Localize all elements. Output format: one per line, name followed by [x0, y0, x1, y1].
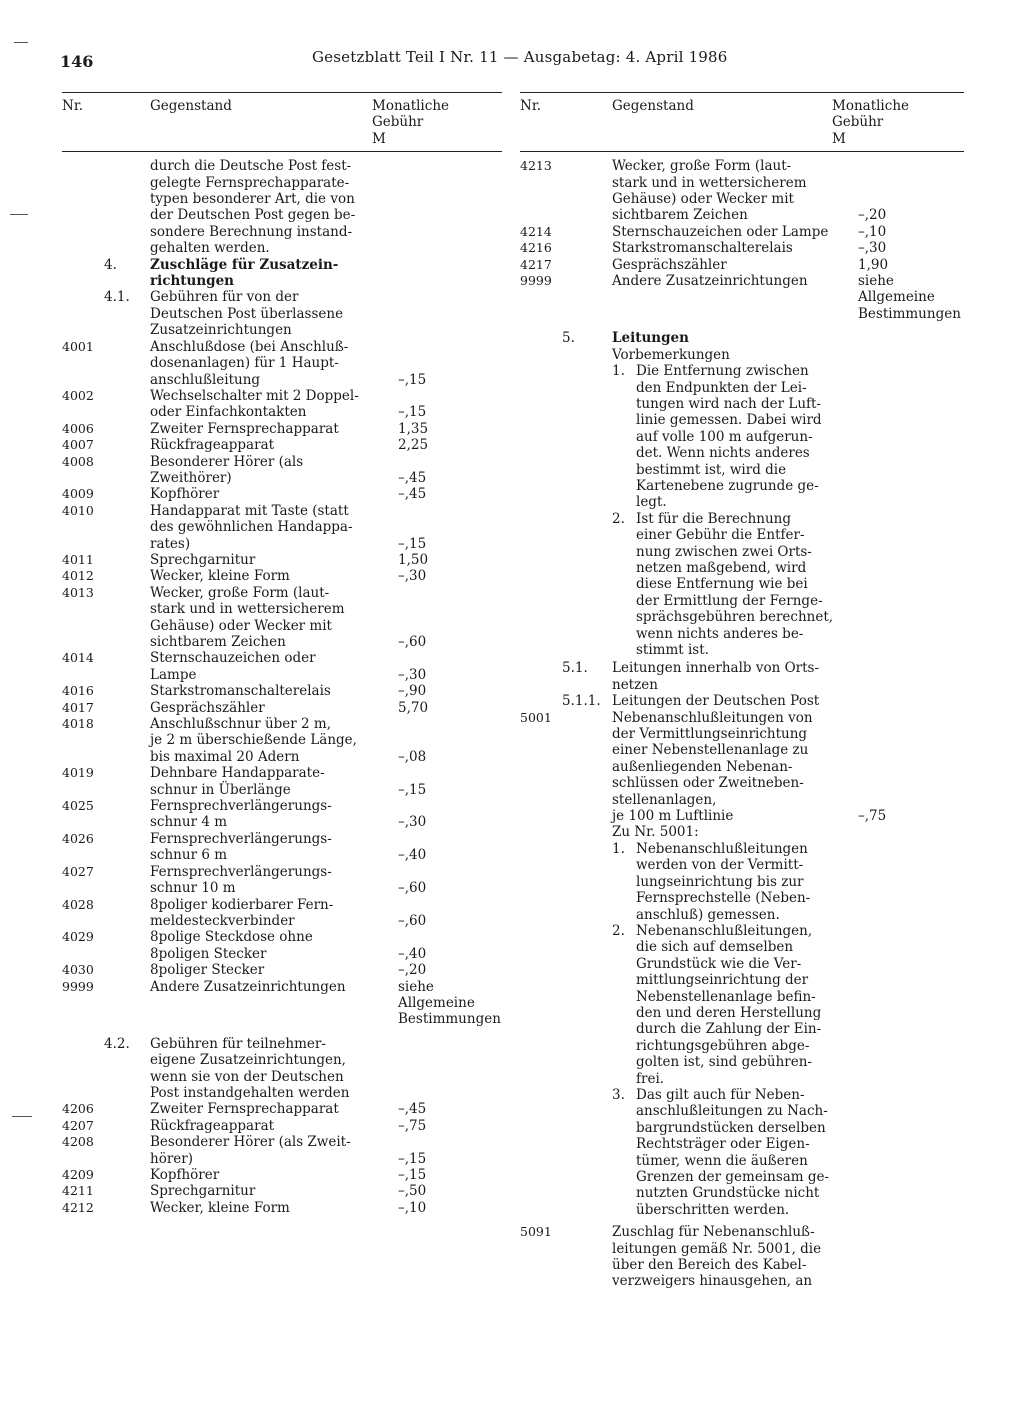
table-row: [62, 897, 502, 930]
note-item: [612, 923, 842, 1087]
monthly-fee: [832, 1224, 964, 1290]
table-row: [62, 765, 502, 798]
section-number: [104, 158, 150, 256]
section-number: [104, 486, 150, 502]
monthly-fee: –,30: [398, 814, 427, 831]
entry-number: 4026: [62, 830, 94, 846]
table-row: [62, 552, 502, 568]
entry-description: Besonderer Hörer (als Zweit- hörer): [150, 1134, 351, 1167]
section-number: [104, 979, 150, 1028]
scan-artifact: [12, 1116, 32, 1117]
table-row: [62, 585, 502, 651]
table-header: [520, 93, 964, 152]
entry-number: [62, 257, 104, 290]
monthly-fee: [832, 660, 964, 693]
entry-number: [520, 693, 562, 709]
entry-number: [520, 660, 562, 693]
entry-description: Zweiter Fernsprechapparat: [150, 420, 339, 437]
table-row: [62, 158, 502, 256]
entry-description: Wecker, kleine Form: [150, 568, 290, 585]
entry-number: 4017: [62, 699, 94, 715]
table-row: [62, 1200, 502, 1216]
entry-number: 4018: [62, 716, 94, 732]
entry-number: 4002: [62, 387, 94, 403]
section-number: [562, 240, 612, 256]
entry-description: Leitungen innerhalb von Orts- netzen: [612, 660, 820, 693]
entry-description: 8poliger Stecker: [150, 962, 265, 979]
section-number: [104, 339, 150, 388]
section-number: [104, 716, 150, 765]
section-number: [104, 503, 150, 552]
monthly-fee: –,30: [398, 568, 427, 585]
note-item: [612, 363, 842, 511]
monthly-fee: 1,50: [398, 551, 429, 568]
note-number: 3.: [612, 1086, 625, 1103]
section-number: [562, 224, 612, 240]
table-row: [62, 388, 502, 421]
entry-description: Gesprächszähler: [612, 256, 727, 273]
entry-description: 8polige Steckdose ohne 8poligen Stecker: [150, 929, 313, 962]
section-number: [104, 552, 150, 568]
section-number: [562, 710, 612, 825]
section-number: [562, 158, 612, 224]
section-number: [104, 798, 150, 831]
monthly-fee: [372, 289, 502, 338]
note-text: Die Entfernung zwischen den Endpunkten der Lei- tungen wird nach der Luft- linie gemessen. Dabei wird auf volle 100 m aufgerun- det. Wenn nichts anderes bestimmt ist, wird die Kartenebene zugrunde ge- legt.: [636, 363, 822, 511]
section-number: 5.1.1.: [562, 693, 601, 710]
entry-description: Fernsprechverlängerungs- schnur 10 m: [150, 863, 332, 897]
table-row: [520, 224, 964, 240]
monthly-fee: –,15: [398, 535, 427, 552]
entry-number: 4012: [62, 568, 94, 584]
monthly-fee: –,10: [858, 223, 887, 240]
table-row: [62, 1101, 502, 1117]
table-row: [62, 454, 502, 487]
section-number: [104, 437, 150, 453]
entry-number: [62, 1036, 104, 1102]
entry-number: 4013: [62, 584, 94, 600]
entry-description: Rückfrageapparat: [150, 437, 275, 454]
monthly-fee: –,75: [858, 808, 887, 825]
remarks-list: [612, 363, 842, 658]
entry-description: Leitungen der Deutschen Post: [612, 693, 820, 710]
entry-number: 4214: [520, 223, 552, 239]
table-row: [520, 257, 964, 273]
header-gebuehr: Monatliche Gebühr M: [372, 98, 449, 147]
table-header: [62, 93, 502, 152]
section-number: 5.: [562, 330, 575, 347]
section-number: [562, 1224, 612, 1290]
entry-number: 4027: [62, 863, 94, 879]
entry-number: 4016: [62, 683, 94, 699]
monthly-fee: [832, 330, 964, 346]
monthly-fee: –,20: [398, 962, 427, 979]
right-table-body-5-1: [520, 658, 964, 824]
entry-number: 4011: [62, 551, 94, 567]
section-number: [104, 1134, 150, 1167]
entry-description: Gesprächszähler: [150, 699, 265, 716]
entry-number: 4217: [520, 256, 552, 272]
section-number: [104, 650, 150, 683]
entry-number: 4010: [62, 502, 94, 518]
entry-number: 4028: [62, 896, 94, 912]
note-text: Das gilt auch für Neben- anschlußleitungen zu Nach- bargrundstücken derselben Rechtsträger oder Eigen- tümer, wenn die äußeren Grenzen der gemeinsam ge- nutzten Grundstücke nicht überschritten werden.: [636, 1086, 830, 1218]
monthly-fee: –,10: [398, 1199, 427, 1216]
monthly-fee: –,30: [398, 666, 427, 683]
table-row: [62, 1183, 502, 1199]
table-row: [520, 240, 964, 256]
table-row: [62, 503, 502, 552]
table-row: [62, 962, 502, 978]
gazette-header: Gesetzblatt Teil I Nr. 11 — Ausgabetag: 4. April 1986: [312, 48, 728, 66]
table-row: [62, 798, 502, 831]
monthly-fee: [372, 1036, 502, 1102]
scan-artifact: [14, 42, 28, 43]
table-row: [62, 929, 502, 962]
entry-description: Gebühren für von der Deutschen Post überlassene Zusatzeinrichtungen: [150, 289, 344, 339]
section-number: [104, 421, 150, 437]
table-row: [62, 437, 502, 453]
monthly-fee: [372, 257, 502, 290]
section-number: [104, 1167, 150, 1183]
entry-number: 4006: [62, 420, 94, 436]
entry-description: Andere Zusatzeinrichtungen: [612, 273, 808, 290]
entry-description: Handapparat mit Taste (statt des gewöhnlichen Handappa- rates): [150, 502, 353, 552]
monthly-fee: [372, 158, 502, 256]
monthly-fee: [832, 693, 964, 709]
entry-description: Zuschläge für Zusatzein- richtungen: [150, 256, 339, 290]
entry-number: [520, 330, 562, 346]
section-number: [104, 1200, 150, 1216]
header-gegenstand: Gegenstand: [612, 98, 694, 114]
entry-description: Sternschauzeichen oder Lampe: [150, 650, 316, 683]
table-row: [520, 1224, 964, 1290]
right-table-body: [520, 152, 964, 346]
section-number: [104, 864, 150, 897]
monthly-fee: –,60: [398, 912, 427, 929]
entry-description: Anschlußdose (bei Anschluß- dosenanlagen) für 1 Haupt- anschlußleitung: [150, 338, 349, 388]
entry-description: Leitungen: [612, 330, 689, 347]
entry-number: 4029: [62, 929, 94, 945]
monthly-fee: –,90: [398, 683, 427, 700]
page-number: 146: [60, 52, 94, 71]
note-number: 1.: [612, 363, 625, 380]
entry-description: Anschlußschnur über 2 m, je 2 m überschießende Länge, bis maximal 20 Adern: [150, 716, 357, 765]
table-row: [62, 339, 502, 388]
table-row: [62, 289, 502, 338]
header-gebuehr: Monatliche Gebühr M: [832, 98, 909, 147]
entry-description: Zuschlag für Nebenanschluß- leitungen gemäß Nr. 5001, die über den Bereich des Kabel- verzweigers hinausgehen, an: [612, 1224, 822, 1290]
table-row: [520, 660, 964, 693]
note-number: 2.: [612, 510, 625, 527]
section-number: [104, 1183, 150, 1199]
entry-description: Wechselschalter mit 2 Doppel- oder Einfachkontakten: [150, 387, 359, 421]
entry-description: Gebühren für teilnehmer- eigene Zusatzeinrichtungen, wenn sie von der Deutschen Post instandgehalten werden: [150, 1035, 350, 1101]
section-number: [562, 257, 612, 273]
entry-number: 4213: [520, 158, 552, 174]
note-text: Ist für die Berechnung einer Gebühr die Entfer- nung zwischen zwei Orts- netzen maßgebend, wird diese Entfernung wie bei der Ermittlung der Fernge- sprächsgebühren berechnet, wenn nichts anderes be- stimmt ist.: [636, 510, 834, 658]
table-row: [520, 710, 964, 825]
monthly-fee: –,15: [398, 404, 427, 421]
entry-number: 4212: [62, 1199, 94, 1215]
entry-description: Starkstromanschalterelais: [612, 240, 793, 257]
table-row: [62, 486, 502, 502]
monthly-fee: 1,35: [398, 420, 429, 437]
monthly-fee: –,75: [398, 1117, 427, 1134]
entry-description: Andere Zusatzeinrichtungen: [150, 978, 346, 995]
note-number: 2.: [612, 922, 625, 939]
entry-description: Starkstromanschalterelais: [150, 683, 331, 700]
monthly-fee: 5,70: [398, 699, 429, 716]
section-number: 4.2.: [104, 1035, 130, 1052]
entry-number: 5001: [520, 709, 552, 725]
header-nr: Nr.: [520, 98, 542, 114]
entry-number: 4001: [62, 338, 94, 354]
entry-description: Wecker, kleine Form: [150, 1199, 290, 1216]
section-number: [104, 765, 150, 798]
monthly-fee: siehe Allgemeine Bestimmungen: [398, 978, 501, 1028]
entry-description: 8poliger kodierbarer Fern- meldesteckverbinder: [150, 896, 334, 929]
table-row: [520, 330, 964, 346]
monthly-fee: –,20: [858, 207, 887, 224]
note-item: [612, 1087, 842, 1218]
entry-number: 4014: [62, 650, 94, 666]
section-number: [104, 568, 150, 584]
left-column: [62, 92, 502, 1216]
monthly-fee: 2,25: [398, 437, 429, 454]
notes-title: Zu Nr. 5001:: [612, 824, 699, 841]
monthly-fee: –,60: [398, 634, 427, 650]
section-number: [104, 831, 150, 864]
table-row: [520, 158, 964, 224]
entry-description: Wecker, große Form (laut- stark und in wettersicherem Gehäuse) oder Wecker mit sichtbarem Zeichen: [612, 158, 807, 224]
entry-description: Dehnbare Handapparate- schnur in Überlänge: [150, 765, 325, 798]
table-row: [62, 568, 502, 584]
monthly-fee: –,50: [398, 1183, 427, 1200]
monthly-fee: –,08: [398, 748, 427, 765]
table-row: [62, 421, 502, 437]
section-number: [104, 897, 150, 930]
entry-number: 4008: [62, 453, 94, 469]
table-row: [62, 1134, 502, 1167]
monthly-fee: –,15: [398, 781, 427, 798]
monthly-fee: –,45: [398, 469, 427, 486]
entry-number: 4030: [62, 962, 94, 978]
header-nr: Nr.: [62, 98, 84, 114]
left-table-body: [62, 152, 502, 1216]
entry-number: [62, 158, 104, 256]
section-number: [104, 1118, 150, 1134]
table-row: [62, 257, 502, 290]
section-number: [562, 273, 612, 322]
entry-number: [62, 289, 104, 338]
entry-number: 4025: [62, 798, 94, 814]
entry-number: 4207: [62, 1117, 94, 1133]
note-item: [612, 511, 842, 659]
entry-description: Fernsprechverlängerungs- schnur 4 m: [150, 798, 332, 831]
monthly-fee: –,40: [398, 945, 427, 962]
right-table-body-5091: [520, 1218, 964, 1290]
section-number: [104, 1101, 150, 1117]
scan-artifact: [10, 214, 28, 215]
right-column: [520, 92, 964, 1290]
table-row: [520, 693, 964, 709]
section-number: [104, 388, 150, 421]
table-row: [62, 831, 502, 864]
monthly-fee: –,60: [398, 880, 427, 897]
entry-description: Kopfhörer: [150, 1167, 220, 1183]
section-number: [104, 700, 150, 716]
entry-description: Nebenanschlußleitungen von der Vermittlungseinrichtung einer Nebenstellenanlage zu außenliegenden Nebenan- schlüssen oder Zweitneben- stellenanlagen, je 100 m Luftlinie: [612, 709, 813, 825]
entry-description: Kopfhörer: [150, 486, 220, 503]
table-row: [62, 1118, 502, 1134]
entry-description: Fernsprechverlängerungs- schnur 6 m: [150, 830, 332, 864]
monthly-fee: –,40: [398, 847, 427, 864]
entry-description: Rückfrageapparat: [150, 1117, 275, 1134]
monthly-fee: –,15: [398, 1150, 427, 1167]
section-number: 4.1.: [104, 289, 130, 306]
table-row: [62, 979, 502, 1028]
monthly-fee: –,15: [398, 371, 427, 388]
table-row: [520, 273, 964, 322]
entry-description: Sprechgarnitur: [150, 1183, 256, 1200]
section-number: [104, 929, 150, 962]
notes-list: [612, 841, 842, 1218]
entry-number: 4208: [62, 1134, 94, 1150]
section-number: [104, 585, 150, 651]
monthly-fee: –,15: [398, 1167, 427, 1183]
table-row: [62, 650, 502, 683]
entry-description: Wecker, große Form (laut- stark und in wettersicherem Gehäuse) oder Wecker mit sichtbarem Zeichen: [150, 584, 345, 650]
table-row: [62, 1036, 502, 1102]
table-row: [62, 716, 502, 765]
section-number: [104, 962, 150, 978]
monthly-fee: –,45: [398, 486, 427, 503]
section-number: 4.: [104, 256, 117, 273]
section-number: [104, 454, 150, 487]
table-row: [62, 864, 502, 897]
note-item: [612, 841, 842, 923]
monthly-fee: 1,90: [858, 256, 889, 273]
entry-number: 4019: [62, 765, 94, 781]
entry-description: Sprechgarnitur: [150, 551, 256, 568]
note-text: Nebenanschlußleitungen, die sich auf demselben Grundstück wie die Ver- mittlungseinrichtung der Nebenstellenanlage befin- den und deren Herstellung durch die Zahlung der Ein- richtungsgebühren abge- golten ist, sind gebühren- frei.: [636, 922, 822, 1087]
note-number: 1.: [612, 840, 625, 857]
entry-description: Besonderer Hörer (als Zweithörer): [150, 453, 304, 486]
header-gegenstand: Gegenstand: [150, 98, 232, 114]
table-row: [62, 700, 502, 716]
notes-5001: [520, 824, 842, 1218]
table-row: [62, 683, 502, 699]
entry-number: 4206: [62, 1101, 94, 1117]
entry-number: 5091: [520, 1224, 552, 1240]
preliminary-remarks: [520, 347, 842, 659]
note-text: Nebenanschlußleitungen werden von der Vermitt- lungseinrichtung bis zur Fernsprechstelle (Neben- anschluß) gemessen.: [636, 840, 811, 923]
entry-number: 9999: [62, 978, 94, 994]
entry-number: 9999: [520, 273, 552, 289]
monthly-fee: –,45: [398, 1101, 427, 1118]
section-number: 5.1.: [562, 660, 588, 677]
section-number: [104, 683, 150, 699]
entry-number: 4211: [62, 1183, 94, 1199]
entry-description: Sternschauzeichen oder Lampe: [612, 223, 829, 240]
entry-number: 4209: [62, 1167, 94, 1182]
table-row: [62, 1167, 502, 1183]
remarks-title: Vorbemerkungen: [612, 346, 730, 363]
monthly-fee: –,30: [858, 240, 887, 257]
entry-description: Zweiter Fernsprechapparat: [150, 1101, 339, 1118]
entry-number: 4009: [62, 486, 94, 502]
entry-number: 4216: [520, 240, 552, 256]
entry-number: 4007: [62, 437, 94, 453]
monthly-fee: siehe Allgemeine Bestimmungen: [858, 273, 961, 322]
entry-description: durch die Deutsche Post fest- gelegte Fernsprechapparate- typen besonderer Art, die von der Deutschen Post gegen be- sondere Berechnung instand- gehalten werden.: [150, 158, 356, 257]
